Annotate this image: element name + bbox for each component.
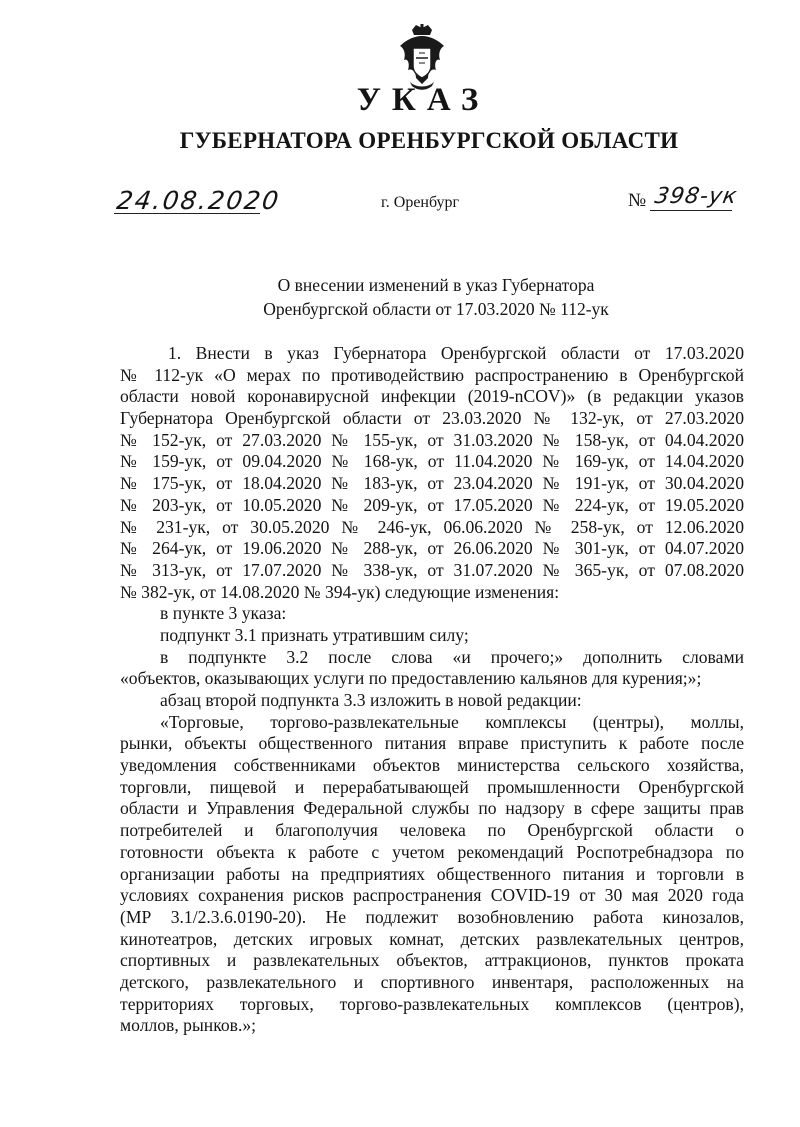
body-line: торговли, пищевой и перерабатывающей промышленности Оренбургской (120, 776, 744, 797)
document-number-label: № (628, 190, 647, 211)
body-line: (МР 3.1/2.3.6.0190-20). Не подлежит возобновлению работа кинозалов, (120, 906, 744, 927)
body-line: потребителей и благополучия человека по Оренбургской области о (120, 820, 744, 841)
body-line: детского, развлекательного и спортивного инвентаря, расположенных на (120, 971, 744, 992)
heading-line: О внесении изменений в указ Губернатора (277, 275, 595, 295)
document-heading (0, 273, 800, 321)
document-number: 398-ук (652, 184, 740, 209)
document-city: г. Оренбург (381, 194, 460, 211)
body-line: № 159-ук, от 09.04.2020 № 168-ук, от 11.04.2020 № 169-ук, от 14.04.2020 (120, 451, 744, 472)
body-line: подпункт 3.1 признать утратившим силу; (160, 624, 469, 645)
body-line: области и Управления Федеральной службы по надзору в сфере защиты прав (120, 798, 744, 819)
number-underline (650, 210, 732, 211)
body-line: в подпункте 3.2 после слова «и прочего;» дополнить словами (160, 646, 744, 667)
body-line: «Торговые, торгово-развлекательные комплексы (центры), моллы, (160, 711, 744, 732)
body-line: кинотеатров, детских игровых комнат, детских развлекательных центров, (120, 928, 744, 949)
body-line: уведомления собственниками объектов министерства сельского хозяйства, (120, 755, 744, 776)
body-line: № 203-ук, от 10.05.2020 № 209-ук, от 17.05.2020 № 224-ук, от 19.05.2020 (120, 494, 744, 515)
body-line: территориях торговых, торгово-развлекательных комплексов (центров), (120, 993, 744, 1014)
body-line: спортивных и развлекательных объектов, аттракционов, пунктов проката (120, 950, 744, 971)
body-line: № 112-ук «О мерах по противодействию распространению в Оренбургской (120, 364, 744, 385)
body-line: рынки, объекты общественного питания вправе приступить к работе после (120, 733, 744, 754)
body-line: «объектов, оказывающих услуги по предоставлению кальянов для курения;»; (120, 668, 702, 689)
body-line: области новой коронавирусной инфекции (2019-nCOV)» (в редакции указов (120, 386, 744, 407)
body-line: абзац второй подпункта 3.3 изложить в новой редакции: (160, 690, 582, 710)
document-subtitle: ГУБЕРНАТОРА ОРЕНБУРГСКОЙ ОБЛАСТИ (179, 128, 679, 153)
body-line: в пункте 3 указа: (160, 603, 287, 624)
heading-line: Оренбургской области от 17.03.2020 № 112-ук (263, 299, 609, 319)
body-line: № 382-ук, от 14.08.2020 № 394-ук) следующие изменения: (120, 581, 560, 602)
body-line: Губернатора Оренбургской области от 23.03.2020 № 132-ук, от 27.03.2020 (120, 408, 744, 429)
document-title: УКАЗ (356, 82, 490, 118)
body-line: моллов, рынков.»; (120, 1015, 257, 1036)
body-line: условиях сохранения рисков распространения COVID-19 от 30 мая 2020 года (120, 885, 744, 906)
body-line: № 313-ук, от 17.07.2020 № 338-ук, от 31.07.2020 № 365-ук, от 07.08.2020 (120, 559, 744, 580)
body-line: № 231-ук, от 30.05.2020 № 246-ук, 06.06.2020 № 258-ук, от 12.06.2020 (120, 516, 744, 537)
document-body (120, 343, 744, 1037)
body-line: № 152-ук, от 27.03.2020 № 155-ук, от 31.03.2020 № 158-ук, от 04.04.2020 (120, 429, 744, 450)
document-date: 24.08.2020 (114, 186, 283, 215)
body-line: № 264-ук, от 19.06.2020 № 288-ук, от 26.06.2020 № 301-ук, от 04.07.2020 (120, 538, 744, 559)
body-line: организации работы на предприятиях общественного питания и торговли в (120, 863, 744, 884)
body-line: № 175-ук, от 18.04.2020 № 183-ук, от 23.04.2020 № 191-ук, от 30.04.2020 (120, 473, 744, 494)
body-line: 1. Внести в указ Губернатора Оренбургской области от 17.03.2020 (168, 343, 744, 363)
body-line: готовности объекта к работе с учетом рекомендаций Роспотребнадзора по (120, 841, 744, 862)
date-underline (114, 213, 260, 214)
